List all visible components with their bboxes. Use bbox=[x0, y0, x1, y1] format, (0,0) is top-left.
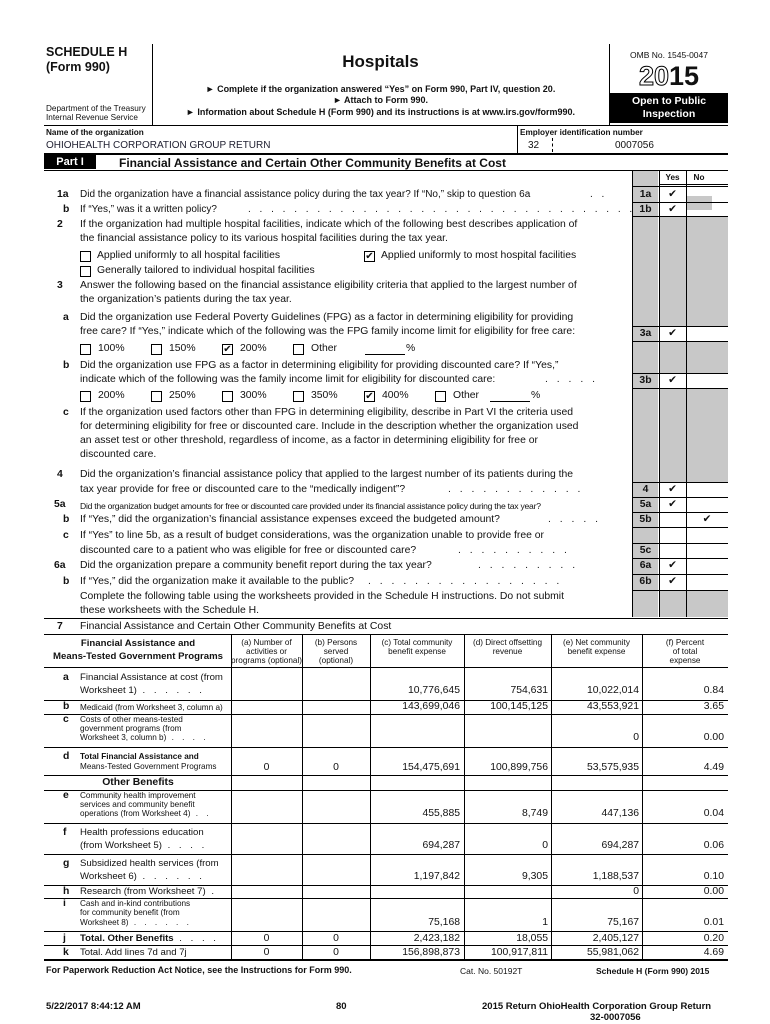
line-3b-text-1: Did the organization use FPG as a factor in determining eligibility for providing discounted care? If “Yes,” bbox=[80, 360, 559, 371]
checkbox-tailored[interactable] bbox=[80, 266, 91, 277]
checkbox-disc-400[interactable]: ✔ bbox=[365, 391, 374, 402]
line-3c-text-4: discounted care. bbox=[80, 449, 157, 460]
part-label: Part I bbox=[44, 155, 96, 169]
line-3-num: 3 bbox=[57, 280, 63, 291]
answer-5b-no[interactable]: ✔ bbox=[702, 514, 712, 525]
instruction-1: ► Complete if the organization answered “Yes” on Form 990, Part IV, question 20. bbox=[205, 84, 556, 94]
table-row: i Cash and in-kind contributions for community benefit (from Worksheet 8) . . . . . . 75,168 1 75,167 0.01 bbox=[63, 898, 724, 928]
print-date: 5/22/2017 8:44:12 AM bbox=[46, 1001, 141, 1012]
line-3c-text-3: an asset test or other threshold, regardless of income, as a factor in determining eligibility for free or bbox=[80, 435, 538, 446]
line-4-num: 4 bbox=[57, 469, 63, 480]
line-2-text-2: the financial assistance policy to its various hospital facilities during the tax year. bbox=[80, 233, 448, 244]
form-label: (Form 990) bbox=[46, 60, 110, 74]
line-6a-num: 6a bbox=[54, 560, 66, 571]
label-tailored: Generally tailored to individual hospital facilities bbox=[97, 265, 315, 276]
label-free-100: 100% bbox=[98, 343, 125, 354]
col-e-head-1: (e) Net community bbox=[563, 638, 630, 647]
no-header: No bbox=[693, 173, 705, 182]
line-6a-text: Did the organization prepare a community benefit report during the tax year? bbox=[80, 560, 432, 571]
line-4-text-1: Did the organization’s financial assistance policy that applied to the largest number of its patients during the bbox=[80, 469, 574, 480]
table-row: j Total. Other Benefits . . . . 0 0 2,423,182 18,055 2,405,127 0.20 bbox=[63, 933, 724, 944]
checkbox-applied-all[interactable] bbox=[80, 251, 91, 262]
yes-header: Yes bbox=[665, 173, 680, 182]
answer-6b-yes[interactable]: ✔ bbox=[668, 576, 677, 587]
table-row: a Financial Assistance at cost (from Worksheet 1) . . . . . . 10,776,645 754,631 10,022,014 0.84 bbox=[63, 672, 724, 696]
table-row: e Community health improvement services and community benefit operations (from Worksheet 4) . . 455,885 8,749 447,136 0.04 bbox=[63, 790, 724, 819]
ref-6a: 6a bbox=[639, 560, 652, 571]
schedule-label: SCHEDULE H bbox=[46, 45, 128, 59]
line-6b-num: b bbox=[63, 576, 70, 587]
open-to-public-banner: Open to Public Inspection bbox=[610, 93, 728, 123]
line-5a-num: 5a bbox=[54, 499, 66, 510]
line-1b-num: b bbox=[63, 204, 70, 215]
checkbox-disc-200[interactable] bbox=[80, 391, 91, 402]
org-name-label: Name of the organization bbox=[46, 128, 144, 137]
dots: . . . . . . . . . . . . . . . . . . . . . . . . . . . . . . . . . . bbox=[248, 204, 636, 215]
line-3a-num: a bbox=[63, 312, 69, 323]
paperwork-notice: For Paperwork Reduction Act Notice, see the Instructions for Form 990. bbox=[46, 965, 352, 975]
col-b-head-2: served bbox=[323, 647, 349, 656]
percent-sign: % bbox=[406, 343, 416, 354]
checkbox-free-other[interactable] bbox=[293, 344, 304, 355]
checkbox-free-100[interactable] bbox=[80, 344, 91, 355]
table-title-1: Financial Assistance and bbox=[80, 638, 196, 649]
line-1a-num: 1a bbox=[57, 189, 69, 200]
label-free-other: Other bbox=[311, 343, 337, 354]
instruction-2: ► Attach to Form 990. bbox=[332, 95, 429, 105]
dots: . . bbox=[590, 189, 608, 200]
col-a-head-1: (a) Number of bbox=[241, 638, 292, 647]
table-row: f Health professions education (from Worksheet 5) . . . . 694,287 0 694,287 0.06 bbox=[63, 827, 724, 851]
checkbox-free-200[interactable]: ✔ bbox=[223, 344, 232, 355]
line-3-text-2: the organization’s patients during the tax year. bbox=[80, 294, 292, 305]
label-disc-250: 250% bbox=[169, 390, 196, 401]
checkbox-disc-other[interactable] bbox=[435, 391, 446, 402]
return-label: 2015 Return OhioHealth Corporation Group Return bbox=[482, 1001, 712, 1012]
dots: . . . . . . . . . . . . . . . . . bbox=[368, 576, 563, 587]
label-disc-350: 350% bbox=[311, 390, 338, 401]
checkbox-disc-300[interactable] bbox=[222, 391, 233, 402]
table-row: g Subsidized health services (from Worksheet 6) . . . . . . 1,197,842 9,305 1,188,537 0.10 bbox=[63, 858, 724, 882]
checkbox-disc-250[interactable] bbox=[151, 391, 162, 402]
line-5b-text: If “Yes,” did the organization’s financial assistance expenses exceed the budgeted amount? bbox=[80, 514, 500, 525]
col-b-head-3: (optional) bbox=[318, 656, 354, 665]
col-f-head-3: expense bbox=[669, 656, 701, 665]
ref-6b: 6b bbox=[639, 576, 652, 587]
line-3c-num: c bbox=[63, 407, 69, 418]
label-disc-200: 200% bbox=[98, 390, 125, 401]
schedule-footer: Schedule H (Form 990) 2015 bbox=[596, 966, 710, 976]
dots: . . . . . bbox=[548, 514, 601, 525]
line-4-text-2: tax year provide for free or discounted care to the “medically indigent”? bbox=[80, 484, 406, 495]
col-c-head-2: benefit expense bbox=[388, 647, 446, 656]
tax-year: 2015 bbox=[638, 61, 700, 91]
dots: . . . . . . . . . . . . bbox=[448, 484, 584, 495]
line-7-text: Financial Assistance and Certain Other Community Benefits at Cost bbox=[80, 621, 392, 632]
dots: . . . . . . . . . bbox=[478, 560, 579, 571]
col-f-head-2: of total bbox=[672, 647, 698, 656]
line-5c-text-2: discounted care to a patient who was eligible for free or discounted care? bbox=[80, 545, 417, 556]
percent-sign: % bbox=[531, 390, 541, 401]
part-title: Financial Assistance and Certain Other Community Benefits at Cost bbox=[119, 156, 506, 170]
line-3a-text-2: free care? If “Yes,” indicate which of the following was the FPG family income limit for eligibility for free care: bbox=[80, 326, 576, 337]
line-5c-text-1: If “Yes” to line 5b, as a result of budget considerations, was the organization unable to provide free or bbox=[80, 530, 545, 541]
answer-1b-yes[interactable]: ✔ bbox=[668, 204, 677, 215]
line-3c-text-2: for determining eligibility for free or discounted care. Include in the description whether the organization used bbox=[80, 421, 579, 432]
col-b-head-1: (b) Persons bbox=[314, 638, 358, 647]
ein-suffix: 0007056 bbox=[615, 140, 654, 151]
line-5c-num: c bbox=[63, 530, 69, 541]
table-row: d Total Financial Assistance and Means-Tested Government Programs 0 0 154,475,691 100,899,756 53,575,935 4.49 bbox=[63, 751, 724, 773]
line-6b-text: If “Yes,” did the organization make it available to the public? bbox=[80, 576, 354, 587]
label-applied-most: Applied uniformly to most hospital facilities bbox=[381, 250, 577, 261]
col-d-head-2: revenue bbox=[492, 647, 523, 656]
col-f-head-1: (f) Percent bbox=[665, 638, 705, 647]
line-1b-text: If “Yes,” was it a written policy? bbox=[80, 204, 217, 215]
col-d-head-1: (d) Direct offsetting bbox=[472, 638, 542, 647]
col-a-head-3: programs (optional) bbox=[231, 656, 302, 665]
ref-3a: 3a bbox=[639, 328, 652, 339]
ref-3b: 3b bbox=[639, 375, 652, 386]
answer-4-yes[interactable]: ✔ bbox=[668, 484, 677, 495]
dots: . . . . . bbox=[545, 374, 598, 385]
label-disc-300: 300% bbox=[240, 390, 267, 401]
line-3c-text-1: If the organization used factors other than FPG in determining eligibility, describe in Part VI the criteria used bbox=[80, 407, 574, 418]
line-2-num: 2 bbox=[57, 219, 63, 230]
ref-1a: 1a bbox=[639, 189, 652, 200]
omb-number: OMB No. 1545-0047 bbox=[630, 50, 708, 60]
table-row: h Research (from Worksheet 7) . 0 0.00 bbox=[63, 886, 724, 897]
dept-line2: Internal Revenue Service bbox=[46, 113, 138, 122]
answer-6a-yes[interactable]: ✔ bbox=[668, 560, 677, 571]
answer-3a-yes[interactable]: ✔ bbox=[668, 328, 677, 339]
catalog-number: Cat. No. 50192T bbox=[460, 966, 523, 976]
line-6-instruction-2: these worksheets with the Schedule H. bbox=[80, 605, 260, 616]
table-title-2: Means-Tested Government Programs bbox=[53, 651, 223, 662]
line-6-instruction-1: Complete the following table using the worksheets provided in the Schedule H instructions. Do not submit bbox=[80, 591, 565, 602]
line-1a-text: Did the organization have a financial assistance policy during the tax year? If “No,” skip to question 6a bbox=[80, 189, 531, 200]
line-3b-num: b bbox=[63, 360, 70, 371]
page-number: 80 bbox=[336, 1001, 347, 1012]
footer-ein: 32-0007056 bbox=[590, 1012, 641, 1023]
label-disc-other: Other bbox=[453, 390, 479, 401]
other-benefits-heading: Other Benefits bbox=[102, 777, 174, 788]
col-a-head-2: activities or bbox=[246, 647, 287, 656]
line-3a-text-1: Did the organization use Federal Poverty Guidelines (FPG) as a factor in determining eligibility for providing bbox=[80, 312, 574, 323]
col-e-head-2: benefit expense bbox=[567, 647, 626, 656]
ref-5a: 5a bbox=[639, 499, 652, 510]
answer-1a-yes[interactable]: ✔ bbox=[668, 189, 677, 200]
org-name-value: OHIOHEALTH CORPORATION GROUP RETURN bbox=[46, 140, 271, 151]
label-disc-400: 400% bbox=[382, 390, 409, 401]
answer-5a-yes[interactable]: ✔ bbox=[668, 499, 677, 510]
ref-5b: 5b bbox=[639, 514, 652, 525]
checkbox-free-150[interactable] bbox=[151, 344, 162, 355]
line-5a-text: Did the organization budget amounts for free or discounted care provided under its financial assistance policy during the tax year? bbox=[80, 501, 541, 511]
line-3b-text-2: indicate which of the following was the family income limit for eligibility for discounted care: bbox=[80, 374, 496, 385]
label-free-150: 150% bbox=[169, 343, 196, 354]
table-row: k Total. Add lines 7d and 7j 0 0 156,898,873 100,917,811 55,981,062 4.69 bbox=[63, 947, 724, 958]
ein-label: Employer identification number bbox=[520, 128, 643, 137]
answer-3b-yes[interactable]: ✔ bbox=[668, 375, 677, 386]
line-5b-num: b bbox=[63, 514, 70, 525]
instruction-3: ► Information about Schedule H (Form 990) and its instructions is at www.irs.gov/form990. bbox=[185, 107, 576, 117]
table-row: b Medicaid (from Worksheet 3, column a) 143,699,046 100,145,125 43,553,921 3.65 bbox=[63, 701, 724, 712]
ref-5c: 5c bbox=[639, 545, 652, 556]
line-3-text-1: Answer the following based on the financial assistance eligibility criteria that applied to the largest number of bbox=[80, 280, 577, 291]
ein-prefix: 32 bbox=[528, 140, 540, 151]
line-7-num: 7 bbox=[57, 621, 63, 632]
checkbox-disc-350[interactable] bbox=[293, 391, 304, 402]
ref-1b: 1b bbox=[639, 204, 652, 215]
line-2-text-1: If the organization had multiple hospital facilities, indicate which of the following best describes application of bbox=[80, 219, 578, 230]
ref-4: 4 bbox=[642, 484, 649, 495]
dept-line1: Department of the Treasury bbox=[46, 104, 146, 113]
checkbox-applied-most[interactable]: ✔ bbox=[365, 251, 374, 262]
label-applied-all: Applied uniformly to all hospital facilities bbox=[97, 250, 281, 261]
page-title: Hospitals bbox=[342, 52, 419, 71]
table-row: c Costs of other means-tested government programs (from Worksheet 3, column b) . . . . 0 0.00 bbox=[63, 714, 724, 743]
col-c-head-1: (c) Total community bbox=[381, 638, 453, 647]
dots: . . . . . . . . . . bbox=[458, 545, 570, 556]
label-free-200: 200% bbox=[240, 343, 267, 354]
